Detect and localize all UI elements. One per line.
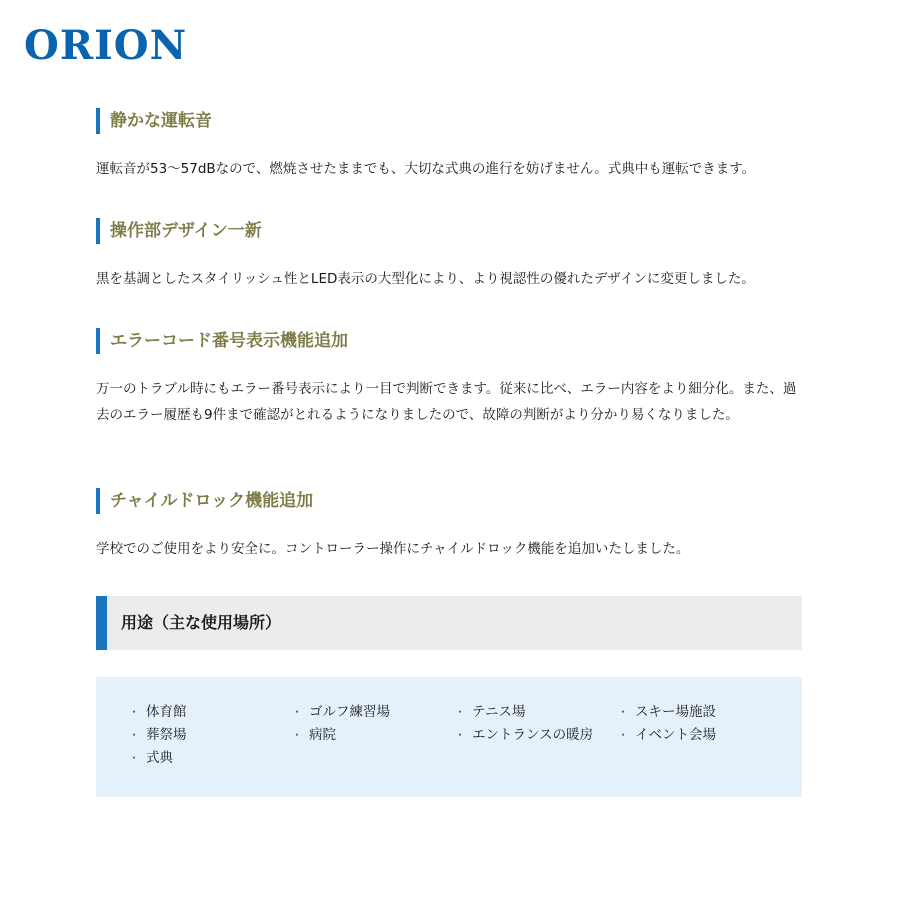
feature-child-lock [96,488,802,562]
usage-item: ・ テニス場 [458,701,621,724]
feature-body: 運転音が53〜57dBなので、燃焼させたままでも、大切な式典の進行を妨げません。式典中も運転できます。 [96,161,756,177]
feature-title: 静かな運転音 [96,108,802,134]
usage-list-panel [96,677,802,797]
orion-logo: ORION [24,22,188,69]
usage-item: ・ 病院 [295,724,458,747]
feature-title: エラーコード番号表示機能追加 [96,328,802,354]
usage-item: ・ 式典 [132,747,295,770]
feature-quiet-operation [96,108,802,182]
usage-list [132,701,802,770]
usage-item: ・ 葬祭場 [132,724,295,747]
feature-title: チャイルドロック機能追加 [96,488,802,514]
feature-body: 学校でのご使用をより安全に。コントローラー操作にチャイルドロック機能を追加いたしました。 [96,541,690,557]
feature-error-code-display [96,328,802,428]
feature-control-design [96,218,802,292]
usage-item: ・ 体育館 [132,701,295,724]
usage-item: ・ ゴルフ練習場 [295,701,458,724]
feature-title: 操作部デザイン一新 [96,218,802,244]
usage-header [96,596,802,650]
usage-item: ・ イベント会場 [621,724,784,747]
usage-item: ・ エントランスの暖房 [458,724,621,747]
usage-title: 用途（主な使用場所） [121,613,282,632]
usage-item: ・ スキー場施設 [621,701,784,724]
feature-body: 万一のトラブル時にもエラー番号表示により一目で判断できます。従来に比べ、エラー内容をより細分化。また、過去のエラー履歴も9件まで確認がとれるようになりましたので、故障の判断がより分かり易くなりました。 [96,381,797,423]
feature-body: 黒を基調としたスタイリッシュ性とLED表示の大型化により、より視認性の優れたデザインに変更しました。 [96,271,755,287]
